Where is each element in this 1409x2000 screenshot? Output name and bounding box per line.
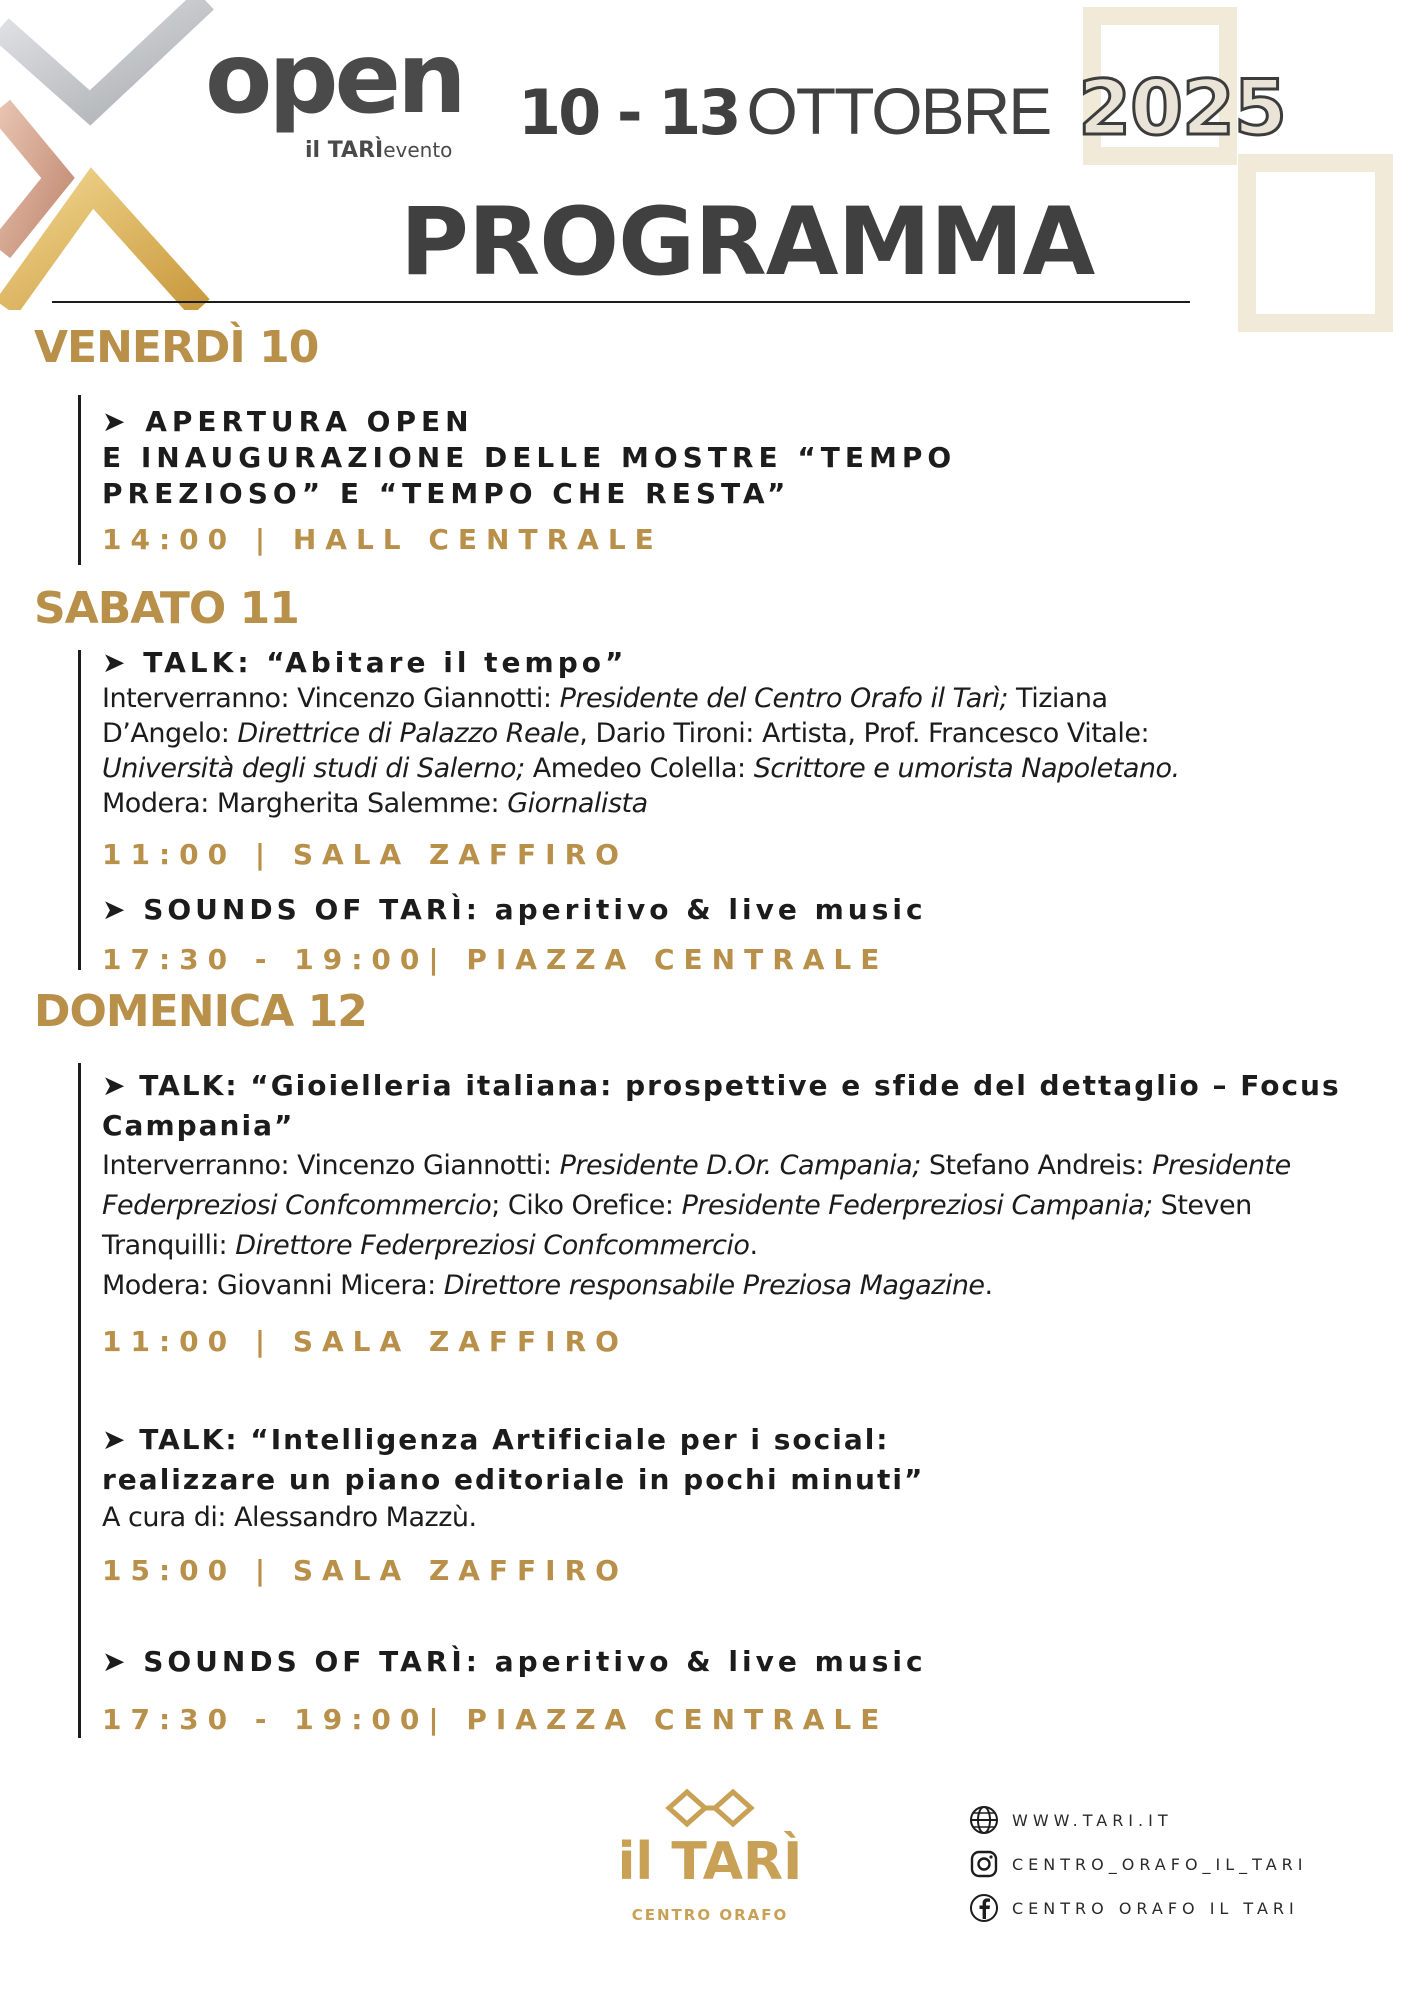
speaker-text: Steven <box>1152 1190 1252 1221</box>
corner-chevron-decoration <box>0 0 230 310</box>
speaker-text: Amedeo Colella: <box>524 753 754 784</box>
speaker-role: Direttrice di Palazzo Reale <box>237 718 580 749</box>
event-title <box>102 1420 1372 1500</box>
event-title-line: realizzare un piano editoriale in pochi minuti” <box>102 1463 925 1496</box>
speaker-role: Presidente del Centro Orafo il Tarì; <box>559 683 1008 714</box>
day-heading-sunday: DOMENICA 12 <box>34 986 367 1037</box>
event-title: ➤ SOUNDS OF TARÌ: aperitivo & live music <box>102 893 927 926</box>
infinity-diamond-icon <box>665 1788 755 1828</box>
day-timeline-sunday <box>78 1063 81 1738</box>
event-talk-gioielleria <box>102 1066 1372 1356</box>
event-title-line: E INAUGURAZIONE DELLE MOSTRE “TEMPO <box>102 441 957 474</box>
event-time-location: 14:00 | HALL CENTRALE <box>102 523 663 556</box>
contact-facebook[interactable] <box>968 1886 1307 1930</box>
footer-brand-name: il TARÌ <box>617 1832 803 1892</box>
speaker-text: Tranquilli: <box>102 1230 236 1261</box>
footer-brand-logo <box>610 1788 810 1924</box>
speaker-text: . <box>749 1230 758 1261</box>
contact-instagram[interactable] <box>968 1842 1307 1886</box>
event-title-line: Campania” <box>102 1109 295 1142</box>
day-heading-friday: VENERDÌ 10 <box>34 322 319 373</box>
speaker-role: Presidente Federpreziosi Campania; <box>681 1190 1153 1221</box>
event-time-location: 17:30 - 19:00| PIAZZA CENTRALE <box>102 1703 889 1736</box>
event-speakers <box>102 1146 1372 1306</box>
contact-text: WWW.TARI.IT <box>1012 1810 1173 1830</box>
event-dates <box>518 63 1286 152</box>
event-time-location: 11:00 | SALA ZAFFIRO <box>102 838 628 871</box>
speaker-text: Interverranno: Vincenzo Giannotti: <box>102 683 560 714</box>
event-talk-ai <box>102 1420 1372 1585</box>
speaker-text: D’Angelo: <box>102 718 238 749</box>
day-timeline-friday <box>78 395 81 565</box>
logo-word: open <box>205 22 463 136</box>
logo-sub-brand: il TARÌ <box>305 138 384 163</box>
speaker-text: ; Ciko Orefice: <box>491 1190 682 1221</box>
event-speakers <box>102 681 1372 821</box>
speaker-role: Direttore Federpreziosi Confcommercio <box>235 1230 750 1261</box>
logo-sub-suffix: evento <box>383 138 453 162</box>
event-talk-abitare <box>102 645 1372 869</box>
speaker-text: Tiziana <box>1007 683 1108 714</box>
event-sounds-saturday <box>102 892 1372 974</box>
speaker-text: , Dario Tironi: Artista, Prof. Francesco Vitale: <box>579 718 1150 749</box>
moderator-text: Modera: Margherita Salemme: <box>102 788 508 819</box>
event-title: ➤ SOUNDS OF TARÌ: aperitivo & live music <box>102 1645 927 1678</box>
speaker-text: Stefano Andreis: <box>920 1150 1153 1181</box>
globe-icon <box>968 1804 1000 1836</box>
speaker-text: Interverranno: Vincenzo Giannotti: <box>102 1150 560 1181</box>
speaker-role: Federpreziosi Confcommercio <box>102 1190 492 1221</box>
event-opening <box>102 404 1372 554</box>
contact-text: CENTRO_ORAFO_IL_TARI <box>1012 1854 1308 1874</box>
contact-text: CENTRO ORAFO IL TARI <box>1012 1898 1299 1918</box>
page-title: PROGRAMMA <box>400 188 1095 297</box>
event-sounds-sunday <box>102 1644 1372 1734</box>
date-range: 10 - 13 <box>518 76 739 149</box>
event-curator: A cura di: Alessandro Mazzù. <box>102 1502 477 1533</box>
speaker-role: Presidente <box>1152 1150 1291 1181</box>
event-title: ➤ TALK: “Abitare il tempo” <box>102 646 628 679</box>
day-timeline-saturday <box>78 650 81 970</box>
moderator-role: Direttore responsabile Preziosa Magazine <box>443 1270 985 1301</box>
day-heading-saturday: SABATO 11 <box>34 583 299 634</box>
moderator-text: Modera: Giovanni Micera: <box>102 1270 444 1301</box>
event-time-location: 15:00 | SALA ZAFFIRO <box>102 1554 628 1587</box>
date-year: 2025 <box>1078 63 1286 152</box>
contact-website[interactable] <box>968 1798 1307 1842</box>
event-title-line: ➤ TALK: “Gioielleria italiana: prospettive e sfide del dettaglio – Focus <box>102 1069 1341 1102</box>
event-time-location: 11:00 | SALA ZAFFIRO <box>102 1325 628 1358</box>
speaker-role: Presidente D.Or. Campania; <box>559 1150 921 1181</box>
moderator-role: Giornalista <box>507 788 648 819</box>
beige-frame-decoration <box>1069 0 1409 340</box>
moderator-text: . <box>984 1270 993 1301</box>
speaker-role: Università degli studi di Salerno; <box>102 753 525 784</box>
event-time-location: 17:30 - 19:00| PIAZZA CENTRALE <box>102 943 889 976</box>
event-title <box>102 404 1372 512</box>
event-title-line: ➤ TALK: “Intelligenza Artificiale per i social: <box>102 1423 890 1456</box>
speaker-role: Scrittore e umorista Napoletano. <box>753 753 1180 784</box>
instagram-icon <box>968 1848 1000 1880</box>
event-title-line: PREZIOSO” E “TEMPO CHE RESTA” <box>102 477 791 510</box>
event-title-line: ➤ APERTURA OPEN <box>102 405 474 438</box>
footer-brand-tag: CENTRO ORAFO <box>631 1906 789 1924</box>
open-event-logo <box>205 22 475 170</box>
event-title <box>102 1066 1372 1146</box>
date-month: OTTOBRE <box>746 74 1051 148</box>
logo-subtitle <box>305 138 452 163</box>
contact-list <box>968 1798 1307 1930</box>
facebook-icon <box>968 1892 1000 1924</box>
title-divider <box>52 301 1190 303</box>
